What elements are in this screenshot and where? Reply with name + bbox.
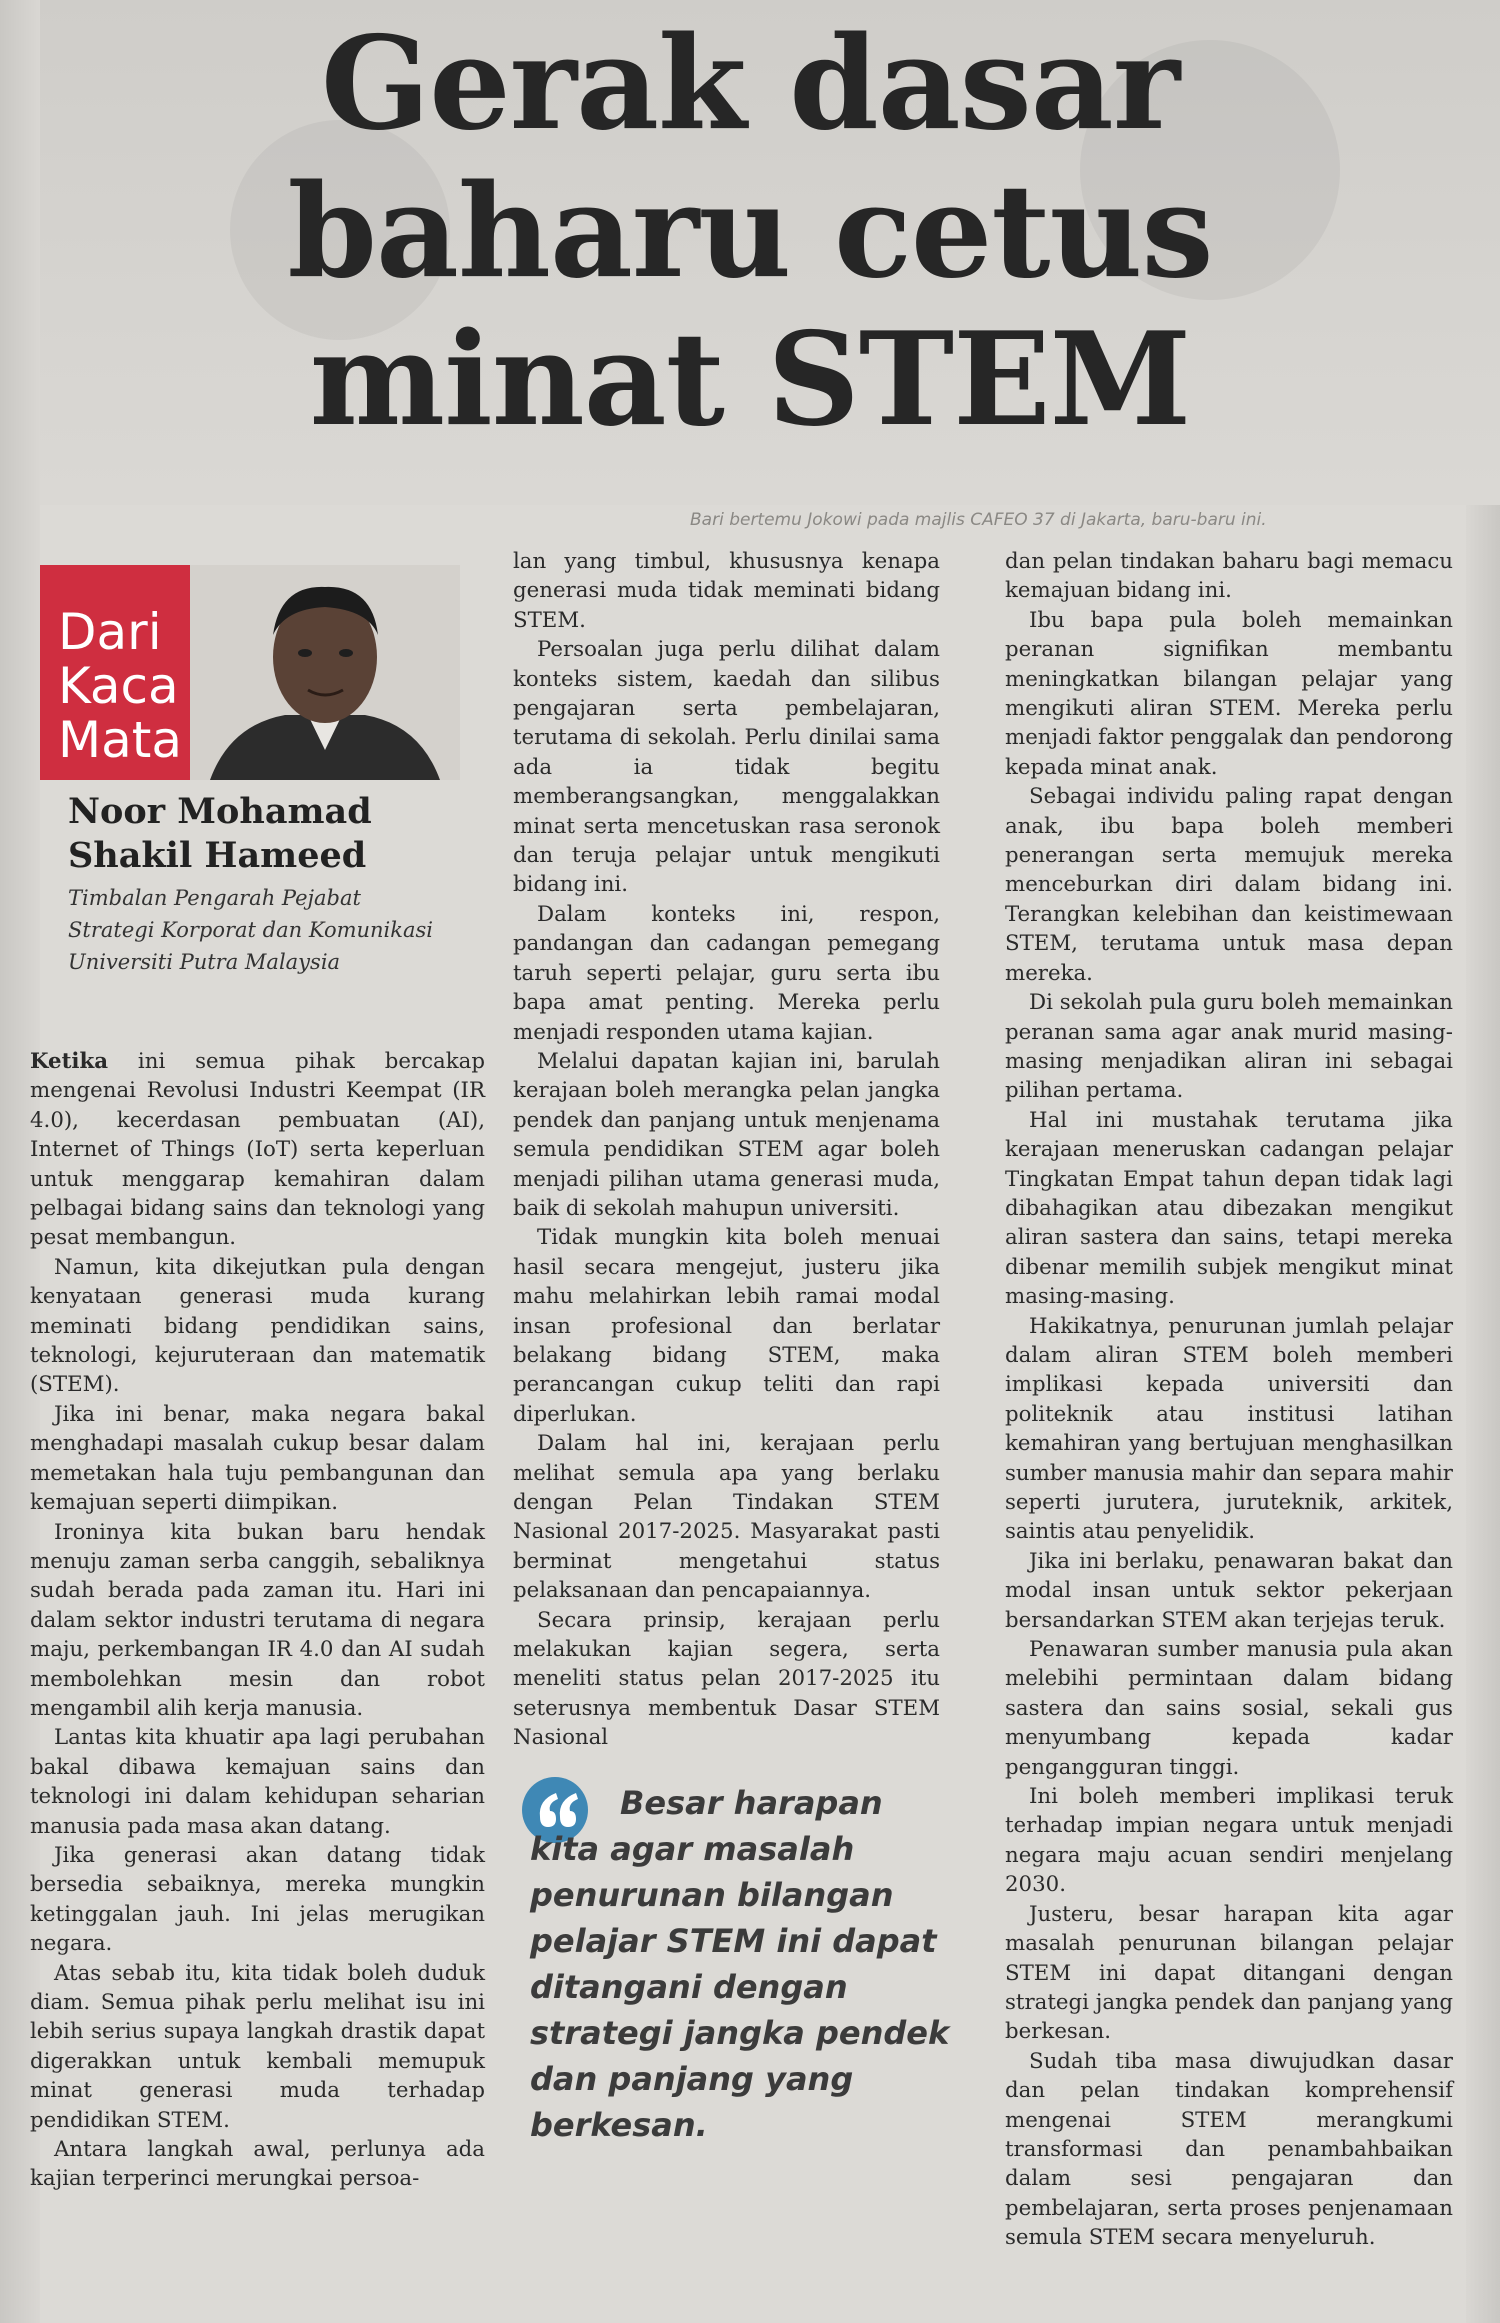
- article-paragraph: Sebagai individu paling rapat dengan anak, ibu bapa boleh memberi penerangan serta memujuk mereka menceburkan diri dalam bidang ini. Terangkan kelebihan dan keistimewaan STEM, terutama untuk masa depan mereka.: [1005, 784, 1453, 986]
- article-paragraph: Hakikatnya, penurunan jumlah pelajar dalam aliran STEM boleh memberi implikasi kepada universiti dan politeknik atau institusi latihan kemahiran yang bertujuan menghasilkan sumber manusia mahir dan separa mahir seperti jurutera, juruteknik, arkitek, saintis atau penyelidik.: [1005, 1313, 1453, 1545]
- article-paragraph: Jika generasi akan datang tidak bersedia sebaiknya, mereka mungkin ketinggalan jauh. Ini jelas merugikan negara.: [30, 1842, 485, 1957]
- article-column-2: [513, 547, 940, 1753]
- article-paragraph: Antara langkah awal, perlunya ada kajian terperinci merungkai persoa-: [30, 2137, 485, 2192]
- author-role: Timbalan Pengarah Pejabat Strategi Korporat dan Komunikasi Universiti Putra Malaysia: [68, 886, 433, 974]
- article-paragraph: Dalam hal ini, kerajaan perlu melihat semula apa yang berlaku dengan Pelan Tindakan STEM Nasional 2017-2025. Masyarakat pasti berminat mengetahui status pelaksanaan dan pencapaiannya.: [513, 1431, 940, 1604]
- article-paragraph: Tidak mungkin kita boleh menuai hasil secara mengejut, justeru jika mahu melahirkan lebih ramai modal insan profesional dan berlatar belakang bidang STEM, maka perancangan cukup teliti dan rapi diperlukan.: [513, 1225, 940, 1427]
- headline: Gerak dasar baharu cetus minat STEM: [287, 9, 1213, 455]
- article-paragraph: Melalui dapatan kajian ini, barulah kerajaan boleh merangka pelan jangka pendek dan panjang untuk menjenama semula pendidikan STEM agar boleh menjadi pilihan utama generasi muda, baik di sekolah mahupun universiti.: [513, 1048, 940, 1221]
- article-paragraph: Ibu bapa pula boleh memainkan peranan signifikan membantu meningkatkan bilangan pelajar yang mengikuti aliran STEM. Mereka perlu menjadi faktor penggalak dan pendorong kepada minat anak.: [1005, 607, 1453, 780]
- article-paragraph: Secara prinsip, kerajaan perlu melakukan kajian segera, serta meneliti status pelan 2017-2025 itu seterusnya membentuk Dasar STEM Nasional: [513, 1607, 940, 1751]
- article-paragraph: Namun, kita dikejutkan pula dengan kenyataan generasi muda kurang meminati bidang pendidikan sains, teknologi, kejuruteraan dan matematik (STEM).: [30, 1254, 485, 1398]
- article-paragraph: Justeru, besar harapan kita agar masalah penurunan bilangan pelajar STEM ini dapat ditangani dengan strategi jangka pendek dan panjang yang berkesan.: [1005, 1901, 1453, 2045]
- article-paragraph: lan yang timbul, khususnya kenapa generasi muda tidak meminati bidang STEM.: [513, 549, 940, 633]
- article-paragraph: Jika ini berlaku, penawaran bakat dan modal insan untuk sektor pekerjaan bersandarkan STEM akan terjejas teruk.: [1005, 1548, 1453, 1633]
- article-paragraph: Ironinya kita bukan baru hendak menuju zaman serba canggih, sebaliknya sudah berada pada zaman itu. Hari ini dalam sektor industri terutama di negara maju, perkembangan IR 4.0 dan AI sudah membolehkan mesin dan robot mengambil alih kerja manusia.: [30, 1519, 485, 1721]
- article-column-1: [30, 1047, 485, 2194]
- article-paragraph: Sudah tiba masa diwujudkan dasar dan pelan tindakan komprehensif mengenai STEM merangkumi transformasi dan penambahbaikan dalam sesi pengajaran dan pembelajaran, serta proses penjenamaan semula STEM secara menyeluruh.: [1005, 2048, 1453, 2251]
- author-portrait: [190, 565, 460, 780]
- article-paragraph: Jika ini benar, maka negara bakal menghadapi masalah cukup besar dalam memetakan hala tuju pembangunan dan kemajuan seperti diimpikan.: [30, 1401, 485, 1516]
- article-paragraph: Penawaran sumber manusia pula akan melebihi permintaan dalam bidang sastera dan sains sosial, sekali gus menyumbang kepada kadar pengangguran tinggi.: [1005, 1637, 1453, 1780]
- article-paragraph: dan pelan tindakan baharu bagi memacu kemajuan bidang ini.: [1005, 549, 1453, 604]
- article-paragraph: Atas sebab itu, kita tidak boleh duduk diam. Semua pihak perlu melihat isu ini lebih serius supaya langkah drastik dapat digerakkan untuk kembali memupuk minat generasi muda terhadap pendidikan STEM.: [30, 1960, 485, 2133]
- article-paragraph: Hal ini mustahak terutama jika kerajaan meneruskan cadangan pelajar Tingkatan Empat tahun depan tidak lagi dibahagikan atau dibezakan mengikut aliran sastera dan sains, tetapi mereka dibenar memilih subjek mengikut minat masing-masing.: [1005, 1107, 1453, 1310]
- article-paragraph: Ketika ini semua pihak bercakap mengenai Revolusi Industri Keempat (IR 4.0), kecerdasan pembuatan (AI), Internet of Things (IoT) serta keperluan untuk menggarap kemahiran dalam pelbagai bidang sains dan teknologi yang pesat membangun.: [30, 1049, 485, 1251]
- lead-word: Ketika: [30, 1049, 109, 1074]
- pull-quote: Besar harapan kita agar masalah penurunan bilangan pelajar STEM ini dapat ditangani dengan strategi jangka pendek dan panjang yang berkesan.: [530, 1784, 950, 2144]
- article-paragraph: Dalam konteks ini, respon, pandangan dan cadangan pemegang taruh seperti pelajar, guru serta ibu bapa amat penting. Mereka perlu menjadi responden utama kajian.: [513, 901, 940, 1045]
- article-paragraph: Ini boleh memberi implikasi teruk terhadap impian negara untuk menjadi negara maju acuan sendiri menjelang 2030.: [1005, 1784, 1453, 1898]
- author-box: [40, 565, 460, 780]
- article-paragraph: Lantas kita khuatir apa lagi perubahan bakal dibawa kemajuan sains dan teknologi ini dalam kehidupan seharian manusia pada masa akan datang.: [30, 1725, 485, 1839]
- article-paragraph: Di sekolah pula guru boleh memainkan peranan sama agar anak murid masing-masing menjadikan aliran ini sebagai pilihan pertama.: [1005, 990, 1453, 1104]
- article-paragraph: Persoalan juga perlu dilihat dalam konteks sistem, kaedah dan silibus pengajaran serta pembelajaran, terutama di sekolah. Perlu dinilai sama ada ia tidak begitu memberangsangkan, menggalakkan minat serta mencetuskan rasa seronok dan teruja pelajar untuk mengikuti bidang ini.: [513, 637, 940, 898]
- article-column-3: [1005, 547, 1453, 2253]
- adjacent-page-edge-right: [1466, 505, 1500, 2323]
- column-label: Dari Kaca Mata: [58, 603, 183, 769]
- photo-caption: Bari bertemu Jokowi pada majlis CAFEO 37 di Jakarta, baru-baru ini.: [690, 510, 1267, 530]
- author-name: Noor Mohamad Shakil Hameed: [68, 791, 372, 876]
